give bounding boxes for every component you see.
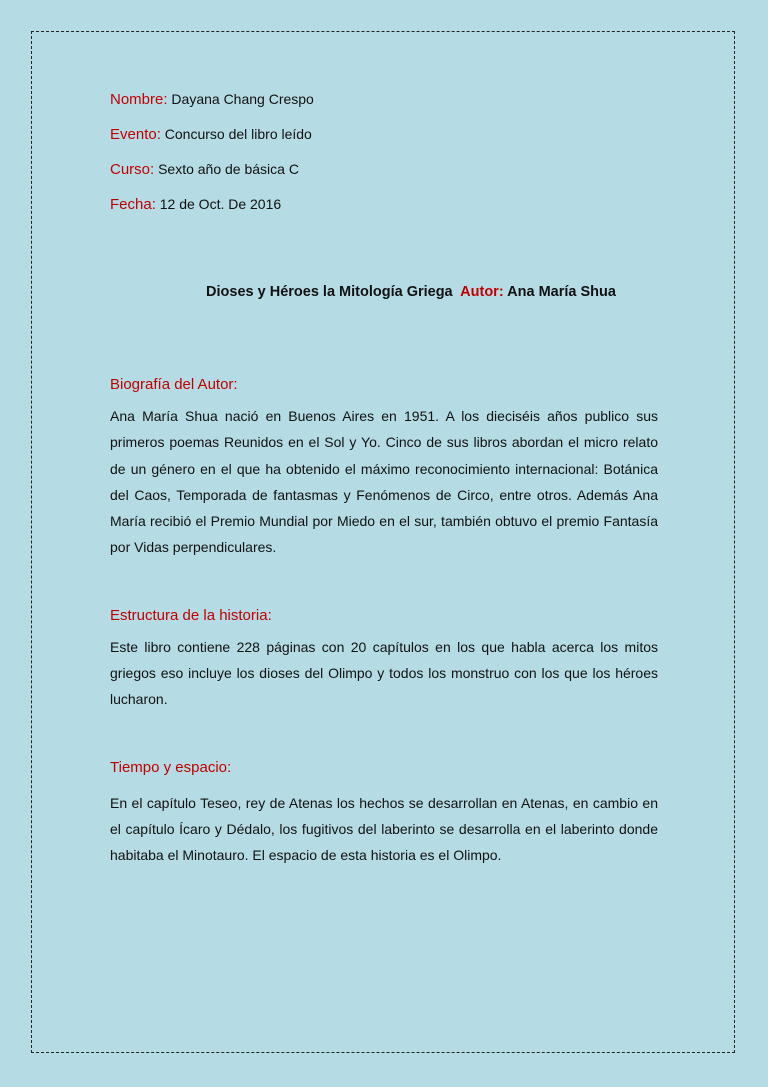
evento-line — [110, 125, 658, 144]
book-title: Dioses y Héroes la Mitología Griega — [206, 284, 453, 300]
evento-value: Concurso del libro leído — [164, 126, 312, 142]
tiempo-text: En el capítulo Teseo, rey de Atenas los hechos se desarrollan en Atenas, en cambio en el capítulo Ícaro y Dédalo, los fugitivos del laberinto se desarrolla en el laberinto donde habitaba el Minotauro. El espacio de esta historia es el Olimpo. — [110, 794, 658, 864]
tiempo-section — [110, 759, 658, 869]
evento-label: Evento: — [110, 126, 161, 143]
document-body — [110, 90, 658, 869]
curso-line — [110, 160, 658, 179]
biografia-section — [110, 376, 658, 561]
nombre-value: Dayana Chang Crespo — [171, 91, 314, 107]
nombre-label: Nombre: — [110, 91, 168, 108]
autor-label: Autor: — [460, 284, 504, 300]
fecha-label: Fecha: — [110, 196, 156, 213]
curso-value: Sexto año de básica C — [158, 161, 299, 177]
estructura-heading: Estructura de la historia: — [110, 606, 272, 624]
biografia-text: Ana María Shua nació en Buenos Aires en 1951. A los dieciséis años publico sus primeros poemas Reunidos en el Sol y Yo. Cinco de sus libros abordan el micro relato de un género en el que ha obtenido el máximo reconocimiento internacional: Botánica del Caos, Temporada de fantasmas y Fenómenos de Circo, entre otros. Además Ana María recibió el Premio Mundial por Miedo en el sur, también obtuvo el premio Fantasía por Vidas perpendiculares. — [110, 408, 658, 556]
biografia-heading: Biografía del Autor: — [110, 376, 238, 393]
book-title-line — [110, 284, 658, 300]
autor-name: Ana María Shua — [507, 284, 616, 300]
fecha-value: 12 de Oct. De 2016 — [159, 196, 282, 212]
fecha-line — [110, 195, 658, 214]
tiempo-heading: Tiempo y espacio: — [110, 758, 232, 776]
estructura-section — [110, 607, 658, 713]
estructura-text: Este libro contiene 228 páginas con 20 capítulos en los que habla acerca los mitos griegos eso incluye los dioses del Olimpo y todos los monstruo con los que los héroes lucharon. — [110, 638, 658, 708]
curso-label: Curso: — [110, 161, 155, 178]
nombre-line — [110, 90, 658, 109]
